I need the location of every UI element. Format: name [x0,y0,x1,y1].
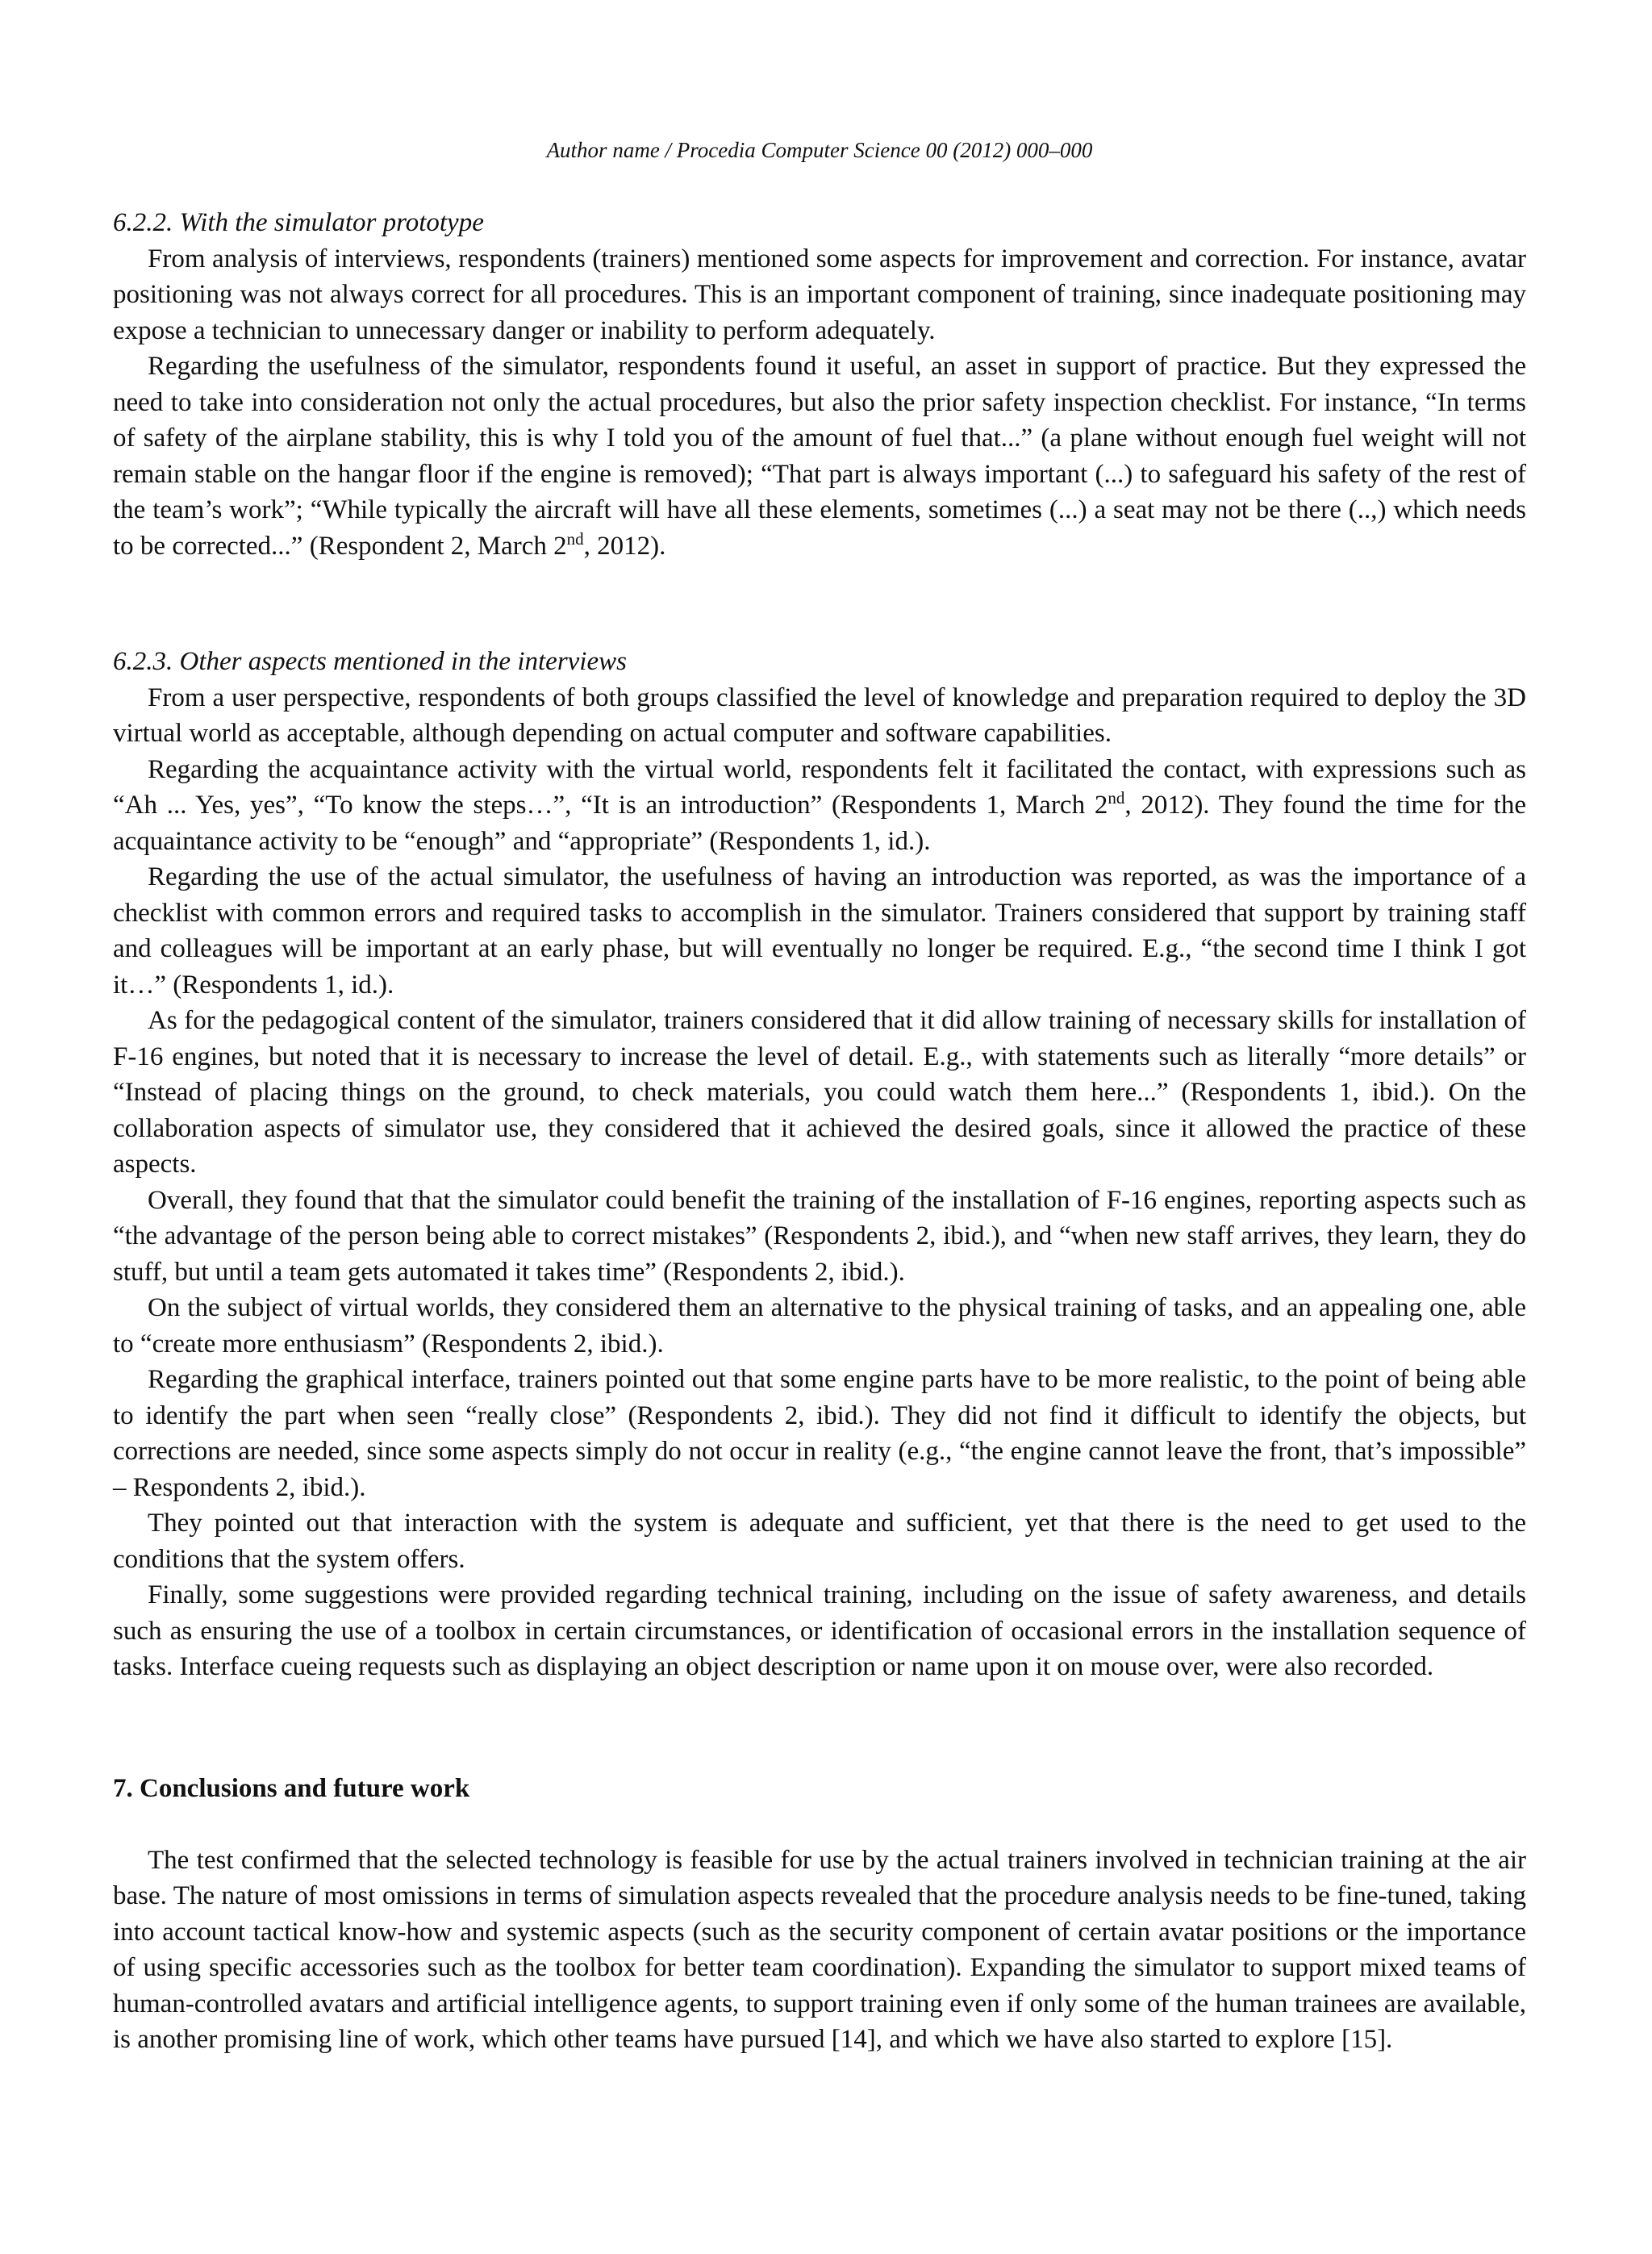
ordinal-suffix: nd [1108,788,1125,808]
paragraph-text: Regarding the acquaintance activity with the virtual world, respondents felt it facilitated the contact, with expressions such as “Ah ... Yes, yes”, “To know the steps…”, “It is an introduction” (Respondents 1, March 2 [113,754,1526,820]
section-7 [113,1771,1526,2058]
paragraph: From a user perspective, respondents of both groups classified the level of knowledge and preparation required to deploy the 3D virtual world as acceptable, although depending on actual computer and software capabilities. [113,682,1526,748]
section-6-2-2 [113,205,1526,564]
paragraph: As for the pedagogical content of the simulator, trainers considered that it did allow training of necessary skills for installation of F-16 engines, but noted that it is necessary to increase the level of detail. E.g., with statements such as literally “more details” or “Instead of placing things on the ground, to check materials, you could watch them here...” (Respondents 1, ibid.). On the collaboration aspects of simulator use, they considered that it achieved the desired goals, since it allowed the practice of these aspects. [113,1006,1526,1179]
paragraph: Regarding the use of the actual simulator, the usefulness of having an introduction was reported, as was the importance of a checklist with common errors and required tasks to accomplish in the simulator. Trainers considered that support by training staff and colleagues will be important at an early phase, but will eventually no longer be required. E.g., “the second time I think I got it…” (Respondents 1, id.). [113,862,1526,1000]
paragraph: Regarding the graphical interface, trainers pointed out that some engine parts have to be more realistic, to the point of being able to identify the part when seen “really close” (Respondents 2, ibid.). They did not find it difficult to identify the objects, but corrections are needed, since some aspects simply do not occur in reality (e.g., “the engine cannot leave the front, that’s impossible” – Respondents 2, ibid.). [113,1365,1526,1502]
paragraph: The test confirmed that the selected technology is feasible for use by the actual trainers involved in technician training at the air base. The nature of most omissions in terms of simulation aspects revealed that the procedure analysis needs to be fine-tuned, taking into account tactical know-how and systemic aspects (such as the security component of certain avatar positions or the importance of using specific accessories such as the toolbox for better team coordination). Expanding the simulator to support mixed teams of human-controlled avatars and artificial intelligence agents, to support training even if only some of the human trainees are available, is another promising line of work, which other teams have pursued [14], and which we have also started to explore [15]. [113,1845,1526,2054]
subsection-title-6-2-3: 6.2.3. Other aspects mentioned in the interviews [113,647,627,676]
paragraph-text: Regarding the usefulness of the simulator, respondents found it useful, an asset in support of practice. But they expressed the need to take into consideration not only the actual procedures, but also the prior safety inspection checklist. For instance, “In terms of safety of the airplane stability, this is why I told you of the amount of fuel that...” (a plane without enough fuel weight will not remain stable on the hangar floor if the engine is removed); “That part is always important (...) to safeguard his safety of the rest of the team’s work”; “While typically the aircraft will have all these elements, sometimes (...) a seat may not be there (..,) which needs to be corrected...” (Respondent 2, March 2 [113,352,1526,561]
paragraph: Overall, they found that that the simulator could benefit the training of the installation of F-16 engines, reporting aspects such as “the advantage of the person being able to correct mistakes” (Respondents 2, ibid.), and “when new staff arrives, they learn, they do stuff, but until a team gets automated it takes time” (Respondents 2, ibid.). [113,1185,1526,1287]
subsection-title-6-2-2: 6.2.2. With the simulator prototype [113,208,484,237]
paragraph: From analysis of interviews, respondents (trainers) mentioned some aspects for improvement and correction. For instance, avatar positioning was not always correct for all procedures. This is an important component of training, since inadequate positioning may expose a technician to unnecessary danger or inability to perform adequately. [113,244,1526,345]
paragraph [113,752,1526,860]
paragraph-text: , 2012). [583,531,666,561]
paragraph [113,349,1526,564]
paragraph-text: , 2012). They found the time for the acquaintance activity to be “enough” and “appropriate” (Respondents 1, id.). [113,791,1526,856]
paragraph: Finally, some suggestions were provided regarding technical training, including on the issue of safety awareness, and details such as ensuring the use of a toolbox in certain circumstances, or identification of occasional errors in the installation sequence of tasks. Interface cueing requests such as displaying an object description or name upon it on mouse over, were also recorded. [113,1580,1526,1681]
running-head: Author name / Procedia Computer Science 00 (2012) 000–000 [546,138,1093,162]
section-6-2-3 [113,644,1526,1685]
section-title-7: 7. Conclusions and future work [113,1774,470,1803]
paragraph: On the subject of virtual worlds, they considered them an alternative to the physical training of tasks, and an appealing one, able to “create more enthusiasm” (Respondents 2, ibid.). [113,1293,1526,1359]
paragraph: They pointed out that interaction with the system is adequate and sufficient, yet that there is the need to get used to the conditions that the system offers. [113,1509,1526,1574]
ordinal-suffix: nd [566,528,584,549]
